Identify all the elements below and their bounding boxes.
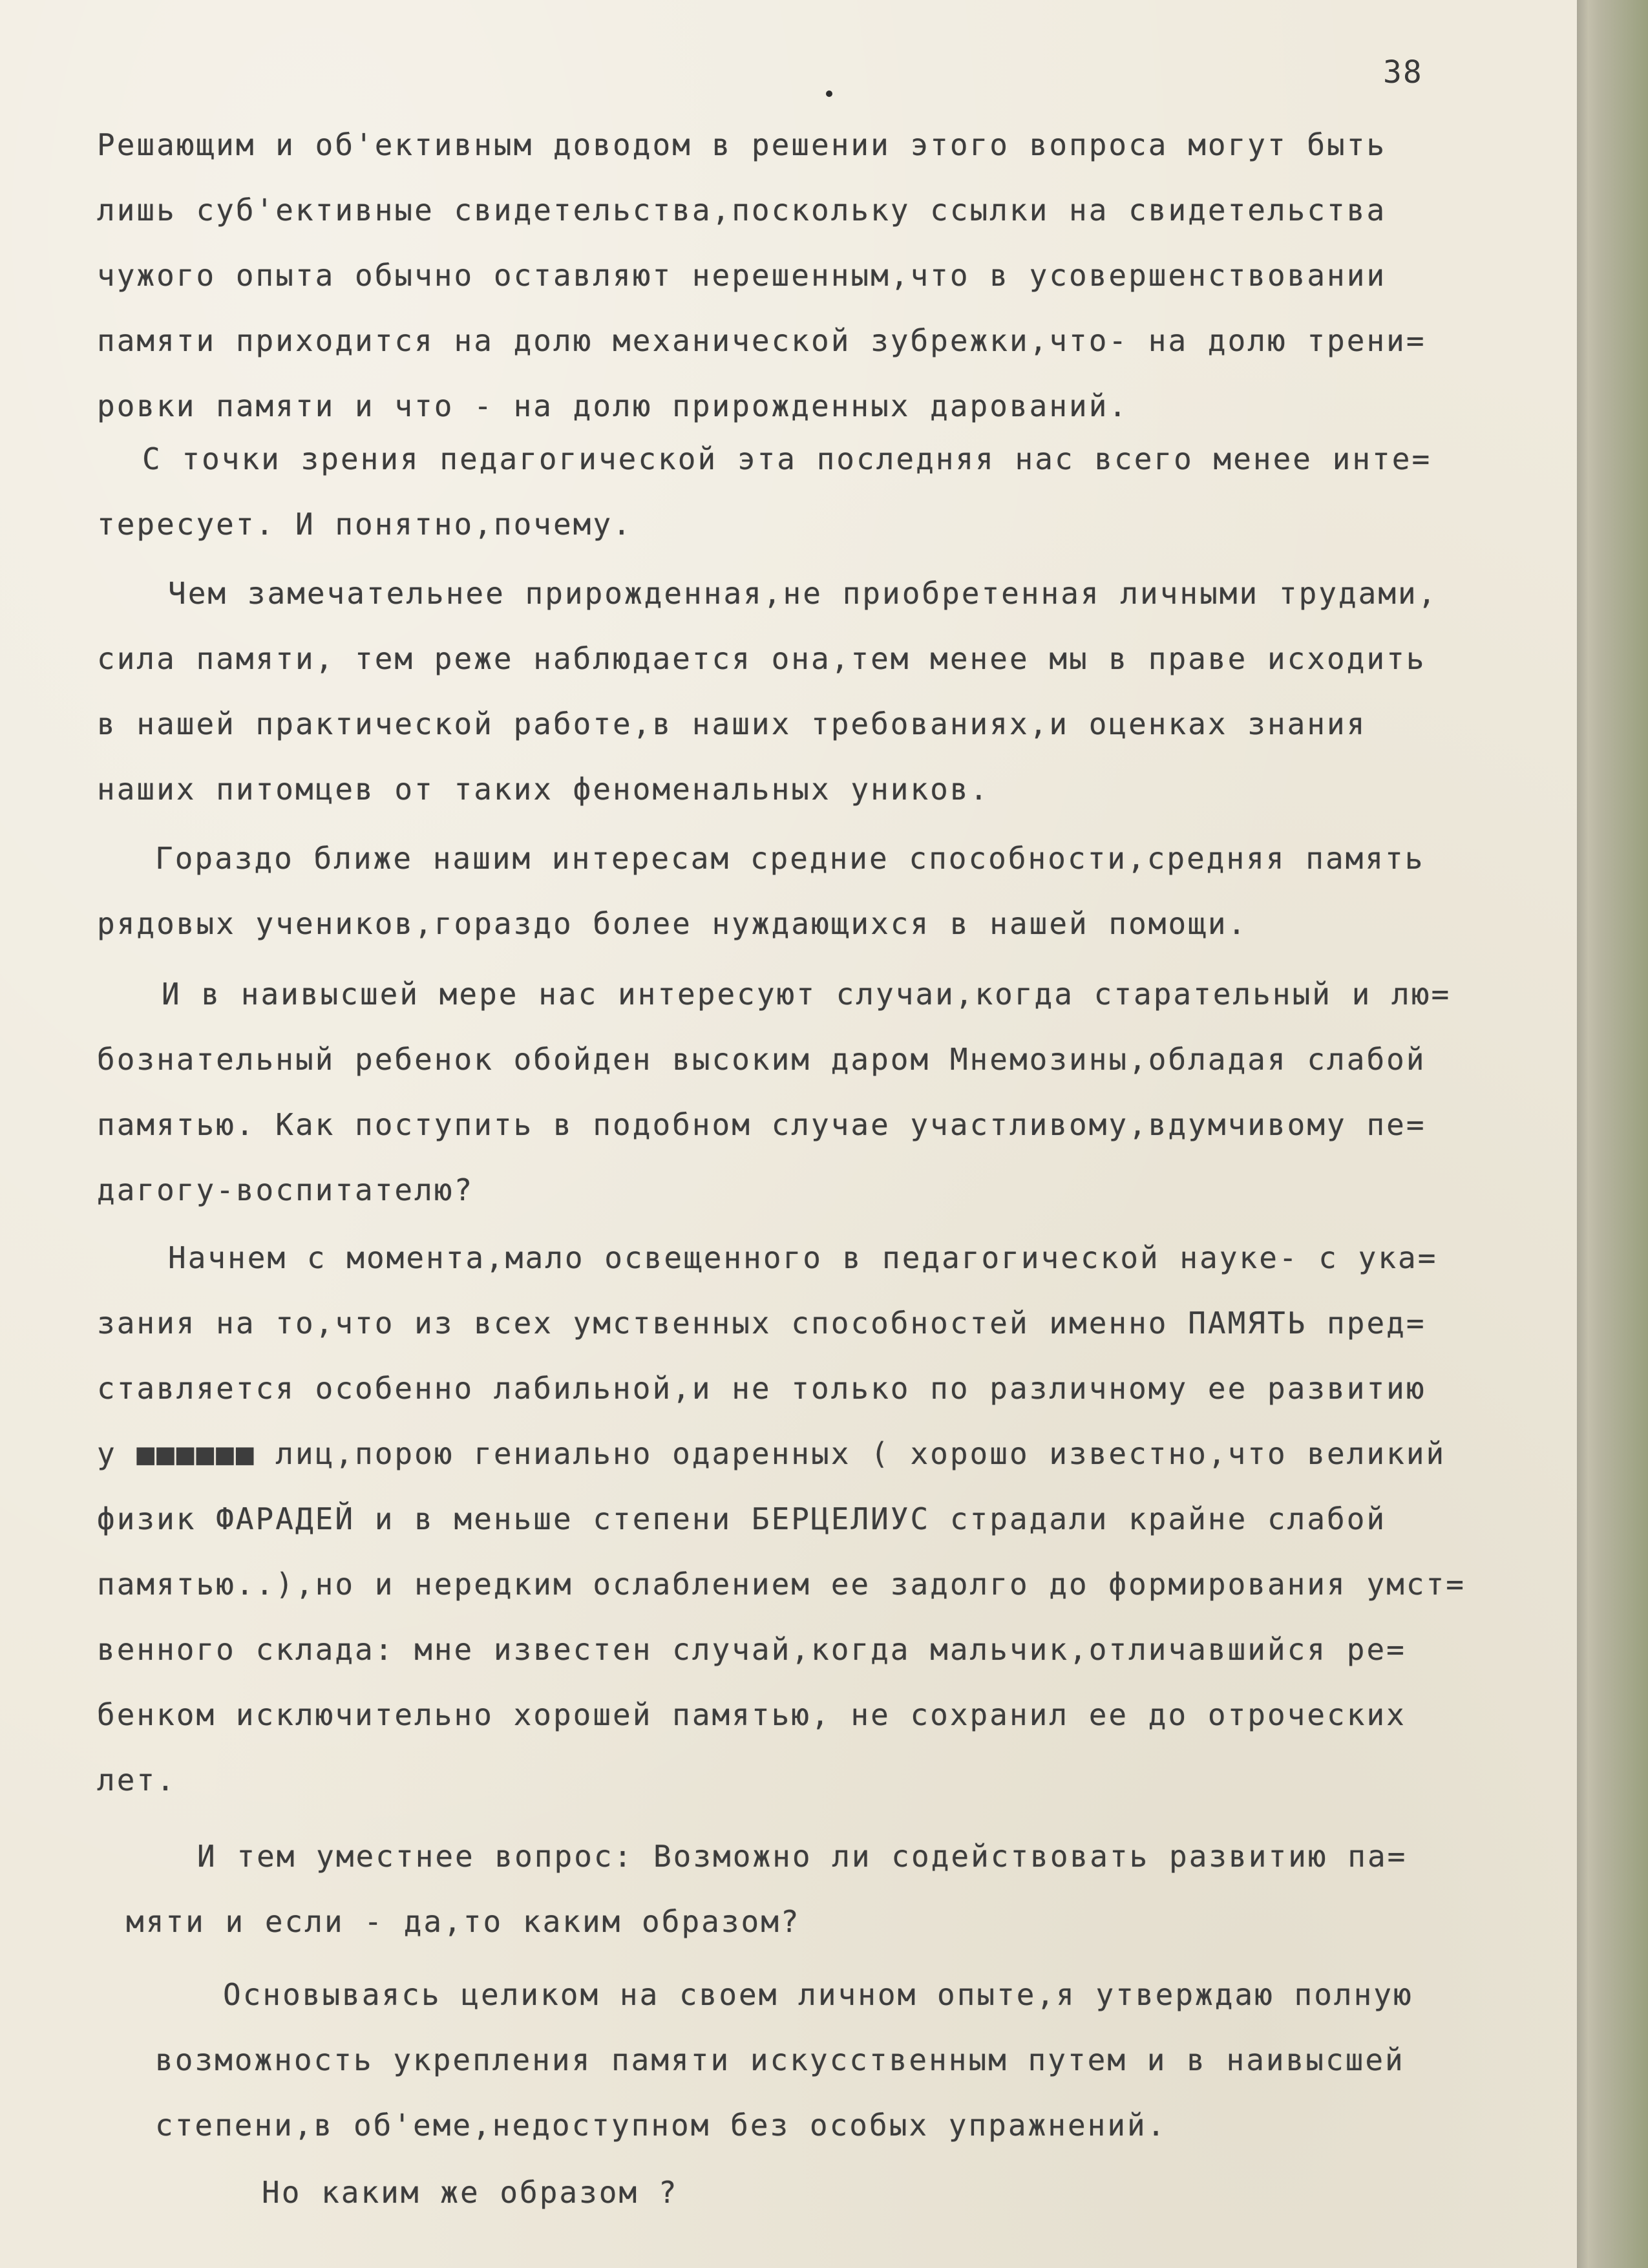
- text-line: памятью. Как поступить в подобном случае участливому,вдумчивому пе=: [97, 1107, 1426, 1142]
- paragraph: [90, 1824, 1577, 1955]
- text-line: С точки зрения педагогической эта последняя нас всего менее инте=: [142, 441, 1432, 476]
- text-line: Чем замечательнее прирожденная,не приобретенная личными трудами,: [168, 576, 1438, 611]
- page-edge-background: [1577, 0, 1648, 2268]
- text-line: степени,в об'еме,недоступном без особых упражнений.: [155, 2108, 1167, 2143]
- text-line: рядовых учеников,гораздо более нуждающихся в нашей помощи.: [97, 906, 1248, 941]
- text-line: дагогу-воспитателю?: [97, 1172, 474, 1207]
- text-line: бознательный ребенок обойден высоким даром Мнемозины,обладая слабой: [97, 1042, 1426, 1077]
- page-number: 38: [1383, 54, 1423, 90]
- text-line: ровки памяти и что - на долю прирожденных дарований.: [97, 388, 1129, 423]
- text-line: Но каким же образом ?: [262, 2175, 679, 2210]
- text-line: мяти и если - да,то каким образом?: [126, 1904, 801, 1939]
- ink-dot: [826, 90, 832, 97]
- text-line: бенком исключительно хорошей памятью, не сохранил ее до отроческих: [97, 1697, 1406, 1732]
- text-line: И тем уместнее вопрос: Возможно ли содействовать развитию па=: [197, 1839, 1408, 1874]
- paragraph: [90, 962, 1577, 1223]
- text-line: Начнем с момента,мало освещенного в педагогической науке- с ука=: [168, 1240, 1438, 1275]
- text-line: тересует. И понятно,почему.: [97, 507, 633, 542]
- text-line: И в наивысшей мере нас интересуют случаи,когда старательный и лю=: [162, 977, 1452, 1012]
- text-line: памятью..),но и нередким ослаблением ее задолго до формирования умст=: [97, 1567, 1466, 1602]
- text-line: Решающим и об'ективным доводом в решении этого вопроса могут быть: [97, 127, 1387, 162]
- text-line: ставляется особенно лабильной,и не только по различному ее развитию: [97, 1371, 1426, 1406]
- text-line: физик ФАРАДЕЙ и в меньше степени БЕРЦЕЛИУС страдали крайне слабой: [97, 1501, 1387, 1536]
- paragraph: [90, 1225, 1577, 1813]
- text-line: лет.: [97, 1763, 176, 1797]
- paragraph: [90, 112, 1577, 439]
- paragraph: [90, 2160, 1577, 2225]
- paragraph: [90, 1962, 1577, 2158]
- text-line: венного склада: мне известен случай,когда мальчик,отличавшийся ре=: [97, 1632, 1406, 1667]
- text-line: наших питомцев от таких феноменальных уников.: [97, 772, 990, 807]
- text-line: памяти приходится на долю механической зубрежки,что- на долю трени=: [97, 323, 1426, 358]
- text-line: Гораздо ближе нашим интересам средние способности,средняя память: [155, 841, 1425, 876]
- text-line: Основываясь целиком на своем личном опыте,я утверждаю полную: [223, 1977, 1413, 2012]
- text-line: возможность укрепления памяти искусственным путем и в наивысшей: [155, 2042, 1405, 2077]
- text-line: чужого опыта обычно оставляют нерешенным,что в усовершенствовании: [97, 258, 1387, 293]
- text-line: лишь суб'ективные свидетельства,поскольку ссылки на свидетельства: [97, 193, 1387, 228]
- text-line: у ■■■■■■ лиц,порою гениально одаренных ( хорошо известно,что великий: [97, 1436, 1446, 1471]
- paragraph: [90, 561, 1577, 822]
- text-line: сила памяти, тем реже наблюдается она,тем менее мы в праве исходить: [97, 641, 1426, 676]
- text-line: зания на то,что из всех умственных способностей именно ПАМЯТЬ пред=: [97, 1306, 1426, 1341]
- paragraph: [90, 826, 1577, 957]
- text-line: в нашей практической работе,в наших требованиях,и оценках знания: [97, 706, 1367, 741]
- paragraph: [90, 427, 1577, 557]
